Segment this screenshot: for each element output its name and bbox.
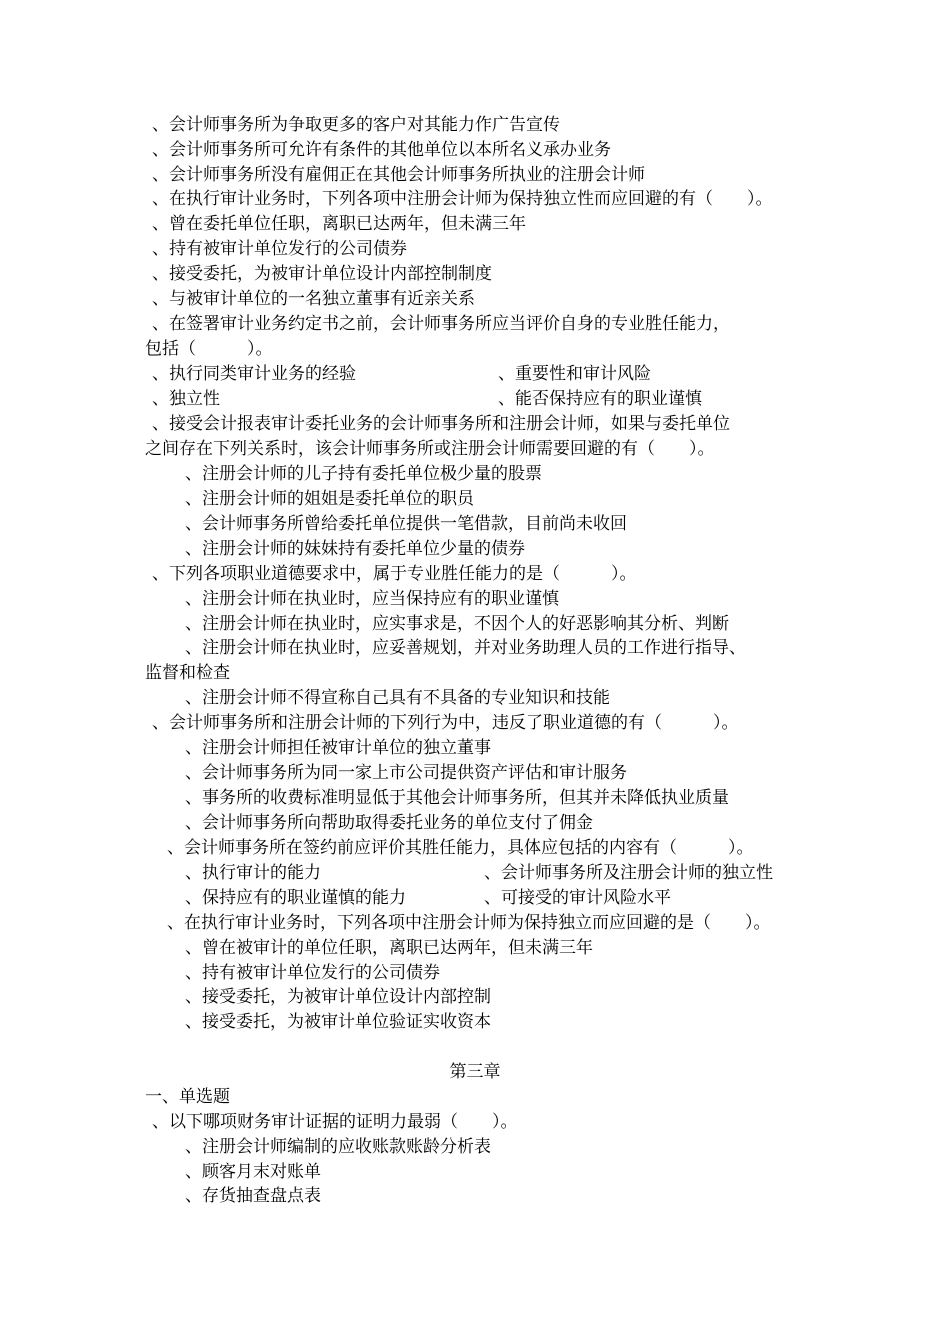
option-line: 、注册会计师的妹妹持有委托单位少量的债券 [185, 539, 525, 559]
option-line: 、能否保持应有的职业谨慎 [498, 389, 702, 409]
question-line: 、会计师事务所和注册会计师的下列行为中，违反了职业道德的有（ ）。 [152, 713, 739, 733]
option-line: 、重要性和审计风险 [498, 364, 651, 384]
option-line: 、注册会计师不得宣称自己具有不具备的专业知识和技能 [185, 688, 610, 708]
option-line: 、可接受的审计风险水平 [484, 888, 671, 908]
option-line: 、持有被审计单位发行的公司债券 [185, 963, 440, 983]
question-line: 、在执行审计业务时，下列各项中注册会计师为保持独立而应回避的是（ ）。 [167, 913, 771, 933]
question-line: 包括（ ）。 [145, 339, 273, 359]
chapter-title: 第三章 [449, 1062, 501, 1082]
option-line: 、与被审计单位的一名独立董事有近亲关系 [152, 289, 475, 309]
option-line: 监督和检查 [145, 663, 230, 683]
option-line: 、注册会计师的姐姐是委托单位的职员 [185, 489, 474, 509]
option-line: 、接受委托，为被审计单位设计内部控制制度 [152, 264, 492, 284]
option-line: 、注册会计师编制的应收账款账龄分析表 [185, 1137, 491, 1157]
text-line: 、会计师事务所可允许有条件的其他单位以本所名义承办业务 [152, 140, 611, 160]
question-line: 、下列各项职业道德要求中，属于专业胜任能力的是（ ）。 [152, 564, 637, 584]
option-line: 、注册会计师在执业时，应妥善规划，并对业务助理人员的工作进行指导、 [185, 638, 746, 658]
option-line: 、会计师事务所及注册会计师的独立性 [484, 863, 773, 883]
document-page: 、会计师事务所为争取更多的客户对其能力作广告宣传 、会计师事务所可允许有条件的其他单位以本所名义承办业务 、会计师事务所没有雇佣正在其他会计师事务所执业的注册会计师 、在执行审计业务时，下列各项中注册会计师为保持独立性而应回避的有（ ）。 、曾在委托单位任职，离职已达两年，但未满三年 、持有被审计单位发行的公司债券 、接受委托，为被审计单位设计内部控制制度 、与被审计单位的一名独立董事有近亲关系 、在签署审计业务约定书之前，会计师事务所应当评价自身的专业胜任能力， 包括（ ）。 、执行同类审计业务的经验 、重要性和审计风险 、独立性 、能否保持应有的职业谨慎 、接受会计报表审计委托业务的会计师事务所和注册会计师，如果与委托单位 之间存在下列关系时，该会计师事务所或注册会计师需要回避的有（ ）。 、注册会计师的儿子持有委托单位极少量的股票 、注册会计师的姐姐是委托单位的职员 、会计师事务所曾给委托单位提供一笔借款，目前尚未收回 、注册会计师的妹妹持有委托单位少量的债券 、下列各项职业道德要求中，属于专业胜任能力的是（ ）。 、注册会计师在执业时，应当保持应有的职业谨慎 、注册会计师在执业时，应实事求是，不因个人的好恶影响其分析、判断 、注册会计师在执业时，应妥善规划，并对业务助理人员的工作进行指导、 监督和检查 、注册会计师不得宣称自己具有不具备的专业知识和技能 、会计师事务所和注册会计师的下列行为中，违反了职业道德的有（ ）。 、注册会计师担任被审计单位的独立董事 、会计师事务所为同一家上市公司提供资产评估和审计服务 、事务所的收费标准明显低于其他会计师事务所，但其并未降低执业质量 、会计师事务所向帮助取得委托业务的单位支付了佣金 、会计师事务所在签约前应评价其胜任能力，具体应包括的内容有（ ）。 、执行审计的能力 、会计师事务所及注册会计师的独立性 、保持应有的职业谨慎的能力 、可接受的审计风险水平 、在执行审计业务时，下列各项中注册会计师为保持独立而应回避的是（ ）。 、曾在被审计的单位任职，离职已达两年，但未满三年 、持有被审计单位发行的公司债券 、接受委托，为被审计单位设计内部控制 、接受委托，为被审计单位验证实收资本 第三章 一、单选题 、以下哪项财务审计证据的证明力最弱（ ）。 、注册会计师编制的应收账款账龄分析表 、顾客月末对账单 、存货抽查盘点表 [0, 0, 950, 1344]
option-line: 、会计师事务所为同一家上市公司提供资产评估和审计服务 [185, 763, 627, 783]
question-line: 之间存在下列关系时，该会计师事务所或注册会计师需要回避的有（ ）。 [145, 439, 715, 459]
question-line: 、以下哪项财务审计证据的证明力最弱（ ）。 [152, 1112, 518, 1132]
question-line: 、接受会计报表审计委托业务的会计师事务所和注册会计师，如果与委托单位 [152, 414, 730, 434]
option-line: 、事务所的收费标准明显低于其他会计师事务所，但其并未降低执业质量 [185, 788, 729, 808]
section-heading: 一、单选题 [145, 1087, 230, 1107]
option-line: 、注册会计师担任被审计单位的独立董事 [185, 738, 491, 758]
option-line: 、持有被审计单位发行的公司债券 [152, 239, 407, 259]
option-line: 、顾客月末对账单 [185, 1162, 321, 1182]
question-line: 、在签署审计业务约定书之前，会计师事务所应当评价自身的专业胜任能力， [152, 314, 730, 334]
option-line: 、保持应有的职业谨慎的能力 [185, 888, 406, 908]
option-line: 、曾在被审计的单位任职，离职已达两年，但未满三年 [185, 938, 593, 958]
option-line: 、执行审计的能力 [185, 863, 321, 883]
option-line: 、注册会计师在执业时，应实事求是，不因个人的好恶影响其分析、判断 [185, 614, 729, 634]
option-line: 、接受委托，为被审计单位验证实收资本 [185, 1012, 491, 1032]
option-line: 、存货抽查盘点表 [185, 1186, 321, 1206]
option-line: 、接受委托，为被审计单位设计内部控制 [185, 987, 491, 1007]
option-line: 、独立性 [152, 389, 220, 409]
option-line: 、会计师事务所曾给委托单位提供一笔借款，目前尚未收回 [185, 514, 627, 534]
option-line: 、会计师事务所向帮助取得委托业务的单位支付了佣金 [185, 813, 593, 833]
option-line: 、注册会计师在执业时，应当保持应有的职业谨慎 [185, 589, 559, 609]
question-line: 、会计师事务所在签约前应评价其胜任能力，具体应包括的内容有（ ）。 [167, 838, 754, 858]
option-line: 、曾在委托单位任职，离职已达两年，但未满三年 [152, 214, 526, 234]
option-line: 、注册会计师的儿子持有委托单位极少量的股票 [185, 464, 542, 484]
text-line: 、会计师事务所没有雇佣正在其他会计师事务所执业的注册会计师 [152, 165, 645, 185]
text-line: 、会计师事务所为争取更多的客户对其能力作广告宣传 [152, 115, 560, 135]
question-line: 、在执行审计业务时，下列各项中注册会计师为保持独立性而应回避的有（ ）。 [152, 189, 773, 209]
